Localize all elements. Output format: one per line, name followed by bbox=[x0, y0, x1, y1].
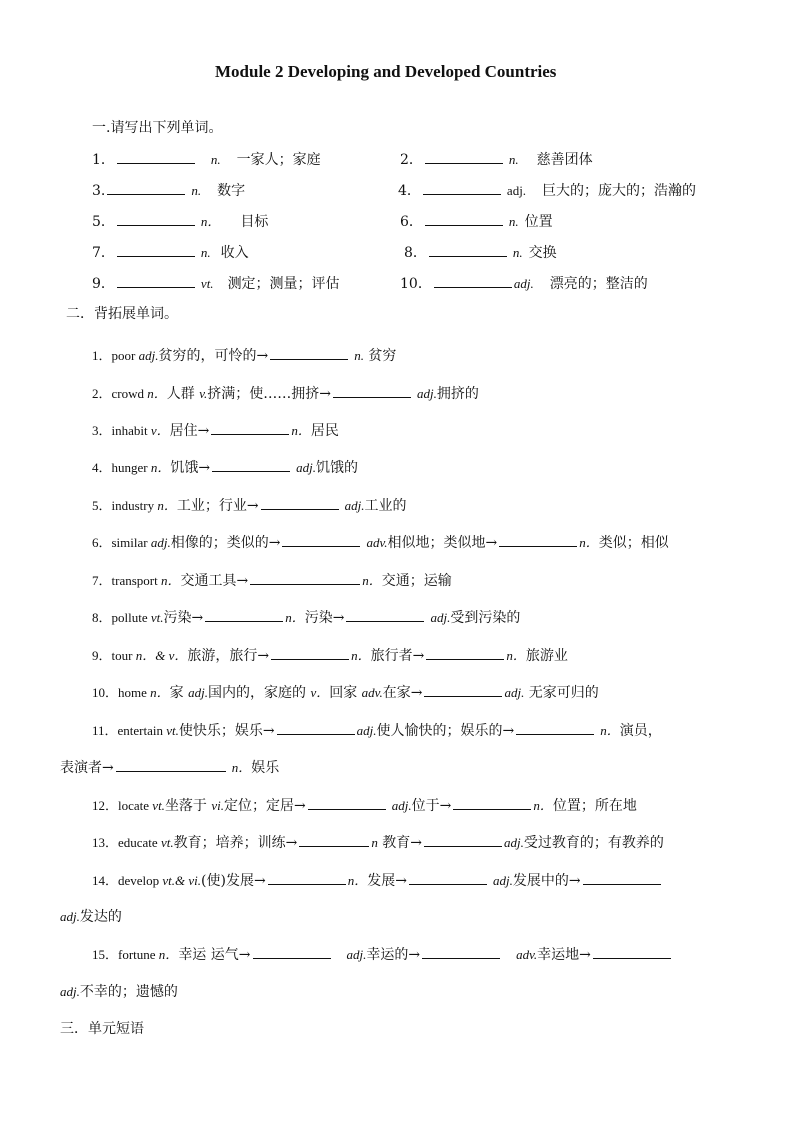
item-word: 10．home bbox=[92, 685, 151, 700]
answer-blank[interactable] bbox=[299, 832, 369, 847]
part-of-speech: adj. bbox=[356, 723, 377, 738]
meaning: 居住→ bbox=[169, 423, 210, 439]
meaning: 国内的，家庭的 bbox=[207, 685, 311, 701]
item-number: 7． bbox=[92, 245, 115, 261]
part-of-speech: n． bbox=[506, 648, 526, 663]
part-of-speech: v． bbox=[310, 685, 330, 700]
item-word: 3．inhabit bbox=[92, 423, 151, 438]
section3-heading: 三．单元短语 bbox=[60, 1021, 144, 1037]
part-of-speech: vt. bbox=[150, 610, 164, 625]
item-word: 4．hunger bbox=[92, 460, 151, 475]
item-word: 12．locate bbox=[92, 798, 153, 813]
part-of-speech: adj. bbox=[188, 685, 208, 700]
list-item bbox=[92, 345, 396, 366]
answer-blank[interactable] bbox=[117, 242, 195, 257]
list-item bbox=[92, 149, 321, 170]
answer-blank[interactable] bbox=[107, 180, 185, 195]
item-number: 8． bbox=[404, 245, 427, 261]
list-item bbox=[92, 682, 599, 703]
meaning: 饥饿的 bbox=[315, 460, 358, 476]
meaning: 表演者→ bbox=[60, 760, 114, 776]
meaning: 位置 bbox=[524, 214, 553, 230]
part-of-speech: adj. bbox=[430, 610, 451, 625]
meaning: 相似地；类似地→ bbox=[387, 535, 498, 551]
part-of-speech: n． bbox=[150, 460, 171, 475]
answer-blank[interactable] bbox=[205, 607, 283, 622]
answer-blank[interactable] bbox=[516, 720, 594, 735]
meaning: 不幸的；遗憾的 bbox=[79, 984, 178, 1000]
meaning: 使人愉快的；娱乐的→ bbox=[376, 723, 515, 739]
list-item bbox=[92, 720, 662, 741]
list-item bbox=[92, 211, 268, 232]
part-of-speech: n． bbox=[362, 573, 382, 588]
part-of-speech: n． bbox=[147, 386, 167, 401]
part-of-speech: adv. bbox=[361, 685, 383, 700]
answer-blank[interactable] bbox=[424, 832, 502, 847]
answer-blank[interactable] bbox=[117, 273, 195, 288]
part-of-speech: n． bbox=[600, 723, 620, 738]
item-word: 15．fortune bbox=[92, 947, 159, 962]
meaning: 目标 bbox=[240, 214, 269, 230]
list-item bbox=[92, 457, 358, 478]
meaning: 娱乐 bbox=[251, 760, 280, 776]
meaning: 测定；测量；评估 bbox=[227, 276, 340, 292]
meaning: 漂亮的；整洁的 bbox=[549, 276, 648, 292]
part-of-speech: n． bbox=[158, 947, 179, 962]
answer-blank[interactable] bbox=[346, 607, 424, 622]
part-of-speech: adj. bbox=[296, 460, 316, 475]
part-of-speech: n． bbox=[533, 798, 553, 813]
meaning: 旅游，旅行→ bbox=[187, 648, 270, 664]
part-of-speech: vt. bbox=[200, 276, 214, 291]
part-of-speech: v. bbox=[199, 386, 208, 401]
meaning: 慈善团体 bbox=[536, 152, 593, 168]
list-item bbox=[400, 149, 593, 170]
answer-blank[interactable] bbox=[212, 457, 290, 472]
part-of-speech: adj. bbox=[504, 685, 525, 700]
meaning: 家 bbox=[169, 685, 189, 701]
meaning: 旅游业 bbox=[525, 648, 568, 664]
answer-blank[interactable] bbox=[434, 273, 512, 288]
list-item bbox=[92, 273, 340, 294]
part-of-speech: n． bbox=[150, 685, 170, 700]
part-of-speech: n. bbox=[200, 245, 211, 260]
item-word: 7．transport bbox=[92, 573, 161, 588]
meaning: 一家人；家庭 bbox=[236, 152, 321, 168]
list-item bbox=[92, 570, 452, 591]
meaning: 使快乐；娱乐→ bbox=[178, 723, 275, 739]
answer-blank[interactable] bbox=[277, 720, 355, 735]
section1-heading: 一.请写出下列单词。 bbox=[92, 120, 223, 136]
part-of-speech: adj. bbox=[513, 276, 534, 291]
part-of-speech: adj. bbox=[504, 835, 524, 850]
list-item bbox=[92, 383, 479, 404]
answer-blank[interactable] bbox=[250, 570, 360, 585]
meaning: 幸运 运气→ bbox=[178, 947, 251, 963]
answer-blank[interactable] bbox=[211, 420, 289, 435]
answer-blank[interactable] bbox=[593, 944, 671, 959]
meaning: 交通；运输 bbox=[381, 573, 452, 589]
list-item-continued bbox=[60, 907, 122, 927]
list-item bbox=[400, 273, 648, 294]
list-item bbox=[92, 242, 249, 263]
answer-blank[interactable] bbox=[422, 944, 500, 959]
part-of-speech: adj. bbox=[344, 498, 365, 513]
list-item bbox=[92, 420, 339, 441]
meaning: 拥挤的 bbox=[436, 386, 479, 402]
answer-blank[interactable] bbox=[261, 495, 339, 510]
part-of-speech: adj. bbox=[60, 909, 80, 924]
part-of-speech: vt. bbox=[152, 798, 165, 813]
part-of-speech: n．& v． bbox=[135, 648, 188, 663]
meaning: 受过教育的；有教养的 bbox=[523, 835, 664, 851]
part-of-speech: n． bbox=[285, 610, 305, 625]
meaning: 位于→ bbox=[411, 798, 452, 814]
item-word: 11．entertain bbox=[92, 723, 167, 738]
meaning: 定位；定居→ bbox=[224, 798, 306, 814]
meaning: 无家可归的 bbox=[524, 685, 599, 701]
meaning: 受到污染的 bbox=[450, 610, 521, 626]
answer-blank[interactable] bbox=[308, 795, 386, 810]
part-of-speech: n． bbox=[579, 535, 599, 550]
meaning: 污染→ bbox=[304, 610, 345, 626]
part-of-speech: adj. bbox=[60, 984, 80, 999]
part-of-speech: adv. bbox=[366, 535, 388, 550]
item-number: 5． bbox=[92, 214, 115, 230]
answer-blank[interactable] bbox=[268, 870, 346, 885]
part-of-speech: vt. bbox=[166, 723, 179, 738]
meaning: 贫穷 bbox=[363, 348, 397, 364]
meaning: 巨大的；庞大的；浩瀚的 bbox=[542, 183, 697, 199]
meaning: 工业；行业→ bbox=[176, 498, 259, 514]
part-of-speech: n. bbox=[512, 245, 523, 260]
meaning: 交通工具→ bbox=[180, 573, 249, 589]
meaning: 发达的 bbox=[79, 909, 122, 925]
list-item bbox=[92, 795, 637, 816]
meaning: 收入 bbox=[220, 245, 249, 261]
meaning: 饥饿→ bbox=[170, 460, 211, 476]
answer-blank[interactable] bbox=[453, 795, 531, 810]
answer-blank[interactable] bbox=[253, 944, 331, 959]
meaning: 居民 bbox=[310, 423, 339, 439]
item-number: 6． bbox=[400, 214, 423, 230]
answer-blank[interactable] bbox=[116, 757, 226, 772]
part-of-speech: n． bbox=[231, 760, 252, 775]
answer-blank[interactable] bbox=[423, 180, 501, 195]
list-item bbox=[92, 645, 568, 666]
meaning: 发展中的→ bbox=[512, 873, 581, 889]
part-of-speech: n． bbox=[291, 423, 311, 438]
item-word: 8．pollute bbox=[92, 610, 151, 625]
part-of-speech: n． bbox=[351, 648, 371, 663]
part-of-speech: adj. bbox=[346, 947, 367, 962]
meaning: 位置；所在地 bbox=[552, 798, 637, 814]
answer-blank[interactable] bbox=[426, 645, 504, 660]
answer-blank[interactable] bbox=[282, 532, 360, 547]
answer-blank[interactable] bbox=[117, 211, 195, 226]
part-of-speech: n. bbox=[508, 152, 519, 167]
answer-blank[interactable] bbox=[271, 645, 349, 660]
meaning: (使)发展→ bbox=[201, 873, 266, 889]
item-number: 1． bbox=[92, 152, 115, 168]
part-of-speech: adj. bbox=[492, 873, 513, 888]
item-number: 4． bbox=[398, 183, 421, 199]
part-of-speech: v． bbox=[150, 423, 170, 438]
answer-blank[interactable] bbox=[583, 870, 661, 885]
answer-blank[interactable] bbox=[429, 242, 507, 257]
part-of-speech: n． bbox=[157, 498, 177, 513]
part-of-speech: n． bbox=[347, 873, 368, 888]
part-of-speech: n． bbox=[160, 573, 181, 588]
part-of-speech: vt. bbox=[160, 835, 174, 850]
part-of-speech: adj. bbox=[417, 386, 437, 401]
answer-blank[interactable] bbox=[270, 345, 348, 360]
list-item bbox=[92, 495, 407, 516]
meaning: 工业的 bbox=[364, 498, 407, 514]
meaning: 旅行者→ bbox=[370, 648, 425, 664]
meaning: 坐落于 bbox=[164, 798, 212, 814]
list-item bbox=[404, 242, 557, 263]
part-of-speech: n. bbox=[191, 183, 202, 198]
answer-blank[interactable] bbox=[424, 682, 502, 697]
meaning: 幸运地→ bbox=[537, 947, 591, 963]
item-word: 14．develop bbox=[92, 873, 163, 888]
list-item bbox=[92, 180, 245, 201]
part-of-speech: adj. bbox=[150, 535, 171, 550]
list-item bbox=[400, 211, 553, 232]
part-of-speech: n. bbox=[354, 348, 364, 363]
answer-blank[interactable] bbox=[333, 383, 411, 398]
part-of-speech: adj. bbox=[391, 798, 412, 813]
item-number: 10． bbox=[400, 276, 432, 292]
item-word: 9．tour bbox=[92, 648, 136, 663]
meaning: 在家→ bbox=[382, 685, 423, 701]
part-of-speech: vi. bbox=[211, 798, 225, 813]
meaning: 教育；培养；训练→ bbox=[173, 835, 298, 851]
item-word: 5．industry bbox=[92, 498, 158, 513]
meaning: 交换 bbox=[528, 245, 557, 261]
item-word: 2．crowd bbox=[92, 386, 148, 401]
answer-blank[interactable] bbox=[117, 149, 195, 164]
part-of-speech: n． bbox=[200, 214, 221, 229]
meaning: 人群 bbox=[166, 386, 200, 402]
part-of-speech: adj. bbox=[506, 183, 527, 198]
meaning: 演员， bbox=[619, 723, 662, 739]
part-of-speech: adj. bbox=[138, 348, 159, 363]
answer-blank[interactable] bbox=[409, 870, 487, 885]
page-title: Module 2 Developing and Developed Countries bbox=[215, 62, 557, 81]
list-item bbox=[92, 870, 663, 891]
item-number: 3. bbox=[92, 183, 106, 199]
item-number: 2． bbox=[400, 152, 423, 168]
part-of-speech: n. bbox=[210, 152, 221, 167]
meaning: 污染→ bbox=[163, 610, 204, 626]
meaning: 挤满；使……拥挤→ bbox=[207, 386, 332, 402]
meaning: 幸运的→ bbox=[366, 947, 421, 963]
list-item-continued bbox=[60, 982, 178, 1002]
item-number: 9． bbox=[92, 276, 115, 292]
list-item bbox=[398, 180, 696, 201]
list-item bbox=[92, 532, 669, 553]
answer-blank[interactable] bbox=[499, 532, 577, 547]
part-of-speech: vt.& vi. bbox=[162, 873, 202, 888]
meaning: 数字 bbox=[217, 183, 246, 199]
meaning: 类似；相似 bbox=[598, 535, 669, 551]
meaning: 教育→ bbox=[377, 835, 423, 851]
list-item bbox=[92, 607, 520, 628]
list-item-continued bbox=[60, 757, 279, 778]
section2-heading: 二．背拓展单词。 bbox=[66, 306, 178, 322]
answer-blank[interactable] bbox=[425, 211, 503, 226]
item-word: 1．poor bbox=[92, 348, 139, 363]
list-item bbox=[92, 832, 664, 853]
meaning: 相像的；类似的→ bbox=[170, 535, 281, 551]
list-item bbox=[92, 944, 673, 965]
part-of-speech: n bbox=[371, 835, 378, 850]
item-word: 6．similar bbox=[92, 535, 151, 550]
item-word: 13．educate bbox=[92, 835, 161, 850]
answer-blank[interactable] bbox=[425, 149, 503, 164]
meaning: 贫穷的，可怜的→ bbox=[158, 348, 269, 364]
meaning: 发展→ bbox=[367, 873, 407, 889]
part-of-speech: n. bbox=[508, 214, 519, 229]
part-of-speech: adv. bbox=[516, 947, 538, 962]
meaning: 回家 bbox=[329, 685, 362, 701]
